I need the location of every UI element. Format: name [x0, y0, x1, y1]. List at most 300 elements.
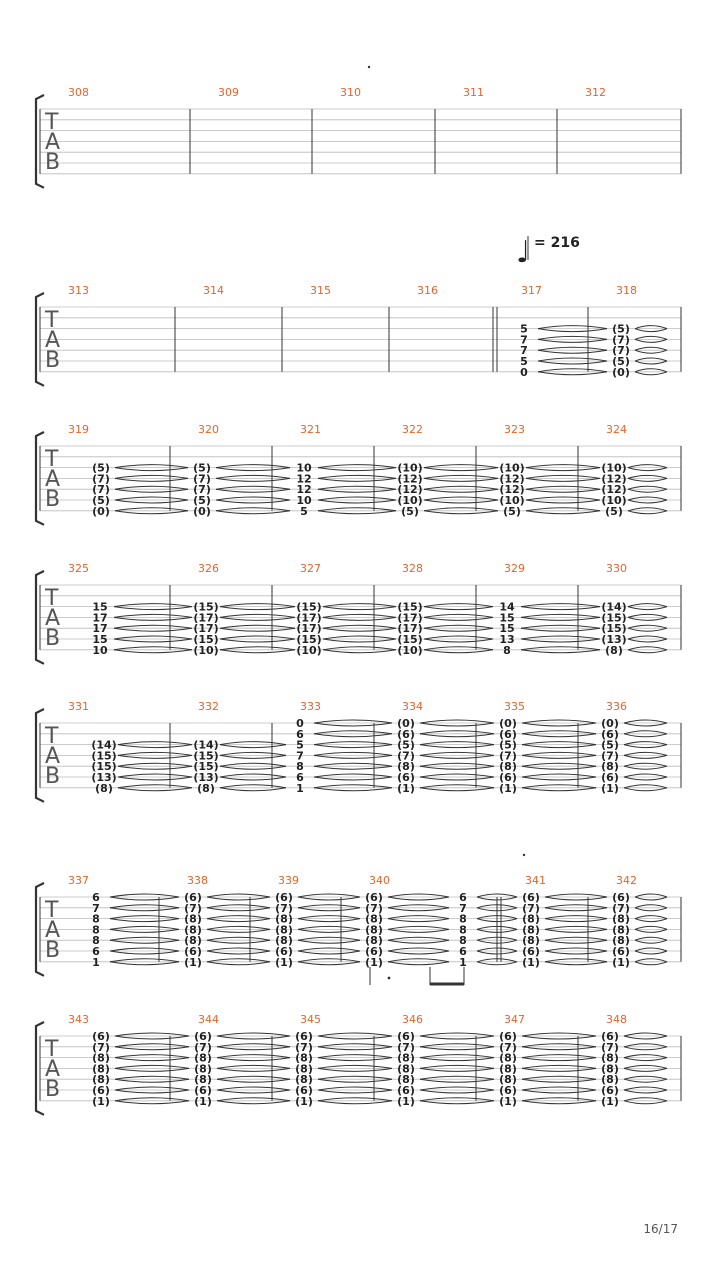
tie-arc — [388, 951, 449, 954]
tie-arc — [420, 720, 494, 723]
fret-number: (8) — [612, 912, 630, 926]
measure-number: 327 — [300, 562, 321, 575]
tie-arc — [318, 500, 396, 503]
tie-arc — [635, 940, 667, 943]
tab-clef-letter: T — [45, 898, 59, 923]
tie-arc — [624, 731, 667, 734]
fret-number: (17) — [397, 622, 423, 636]
tie-arc — [118, 788, 192, 791]
fret-number: (6) — [612, 891, 630, 904]
fret-number: (7) — [601, 749, 619, 763]
tie-arc — [521, 614, 600, 617]
fret-number: (14) — [193, 738, 219, 752]
fret-number: (10) — [499, 461, 525, 475]
tie-arc — [526, 478, 600, 481]
tab-clef-letter: B — [45, 626, 61, 651]
tie-arc — [635, 361, 667, 364]
fret-number: (1) — [92, 1094, 110, 1108]
tie-arc — [635, 905, 667, 908]
tie-arc — [217, 1065, 290, 1068]
fret-number: 14 — [499, 600, 515, 614]
tie-arc — [216, 489, 290, 492]
tie-arc — [624, 763, 667, 766]
tie-arc — [115, 508, 188, 511]
tie-arc — [522, 1076, 596, 1079]
tie-arc — [314, 742, 392, 745]
tie-arc — [207, 962, 270, 965]
fret-number: (8) — [295, 1051, 313, 1065]
tie-arc — [298, 940, 360, 943]
tie-arc — [318, 1065, 392, 1068]
measure-number: 333 — [300, 700, 321, 713]
tie-arc — [424, 465, 498, 468]
tie-arc — [217, 1090, 290, 1093]
tie-arc — [420, 788, 494, 791]
fret-number: (10) — [193, 643, 219, 657]
tie-arc — [420, 774, 494, 777]
tie-arc — [388, 897, 449, 900]
tie-arc — [628, 625, 667, 628]
tie-arc — [522, 1033, 596, 1036]
tie-arc — [207, 908, 270, 911]
fret-number: (7) — [601, 1040, 619, 1054]
tie-arc — [318, 478, 396, 481]
tie-arc — [118, 763, 192, 766]
tie-arc — [624, 720, 667, 723]
fret-number: (7) — [184, 901, 202, 915]
tie-arc — [538, 336, 607, 339]
tie-arc — [628, 508, 667, 511]
tie-arc — [521, 625, 600, 628]
tie-arc — [522, 720, 596, 723]
tab-clef-letter: B — [45, 348, 61, 373]
tie-arc — [635, 948, 667, 951]
tie-arc — [635, 959, 667, 962]
fret-number: (8) — [295, 1073, 313, 1087]
tie-arc — [114, 639, 192, 642]
tie-arc — [314, 774, 392, 777]
tie-arc — [424, 617, 493, 620]
tie-arc — [220, 742, 286, 745]
tie-arc — [318, 1058, 392, 1061]
tie-arc — [298, 948, 360, 951]
tie-arc — [388, 916, 449, 919]
measure-number: 316 — [417, 284, 438, 297]
tie-arc — [624, 1087, 667, 1090]
tie-arc — [522, 1068, 596, 1071]
fret-number: (12) — [397, 483, 423, 497]
fret-number: (0) — [612, 365, 630, 379]
tie-arc — [628, 650, 667, 653]
fret-number: (0) — [397, 717, 415, 730]
fret-number: (12) — [499, 483, 525, 497]
fret-number: (0) — [499, 717, 517, 730]
fret-number: (8) — [92, 1062, 110, 1076]
fret-number: 6 — [92, 891, 100, 904]
fret-number: (0) — [601, 717, 619, 730]
measure-number: 318 — [616, 284, 637, 297]
tie-arc — [521, 628, 600, 631]
measure-number: 331 — [68, 700, 89, 713]
tie-arc — [318, 1087, 392, 1090]
tie-arc — [635, 350, 667, 353]
rhythm-dot — [388, 977, 391, 980]
fret-number: (8) — [397, 1051, 415, 1065]
fret-number: (6) — [194, 1030, 212, 1043]
tie-arc — [628, 614, 667, 617]
fret-number: (7) — [397, 1040, 415, 1054]
tie-arc — [538, 358, 607, 361]
tempo-marking: = 216 — [534, 235, 580, 251]
tie-arc — [110, 926, 179, 929]
fret-number: 15 — [92, 600, 108, 614]
fret-number: (17) — [296, 611, 322, 625]
tie-arc — [114, 650, 192, 653]
fret-number: (8) — [601, 760, 619, 774]
tie-arc — [388, 908, 449, 911]
measure-number: 337 — [68, 874, 89, 887]
tie-arc — [115, 497, 188, 500]
fret-number: 10 — [296, 494, 312, 507]
fret-number: (6) — [601, 771, 619, 784]
tie-arc — [545, 897, 607, 900]
fret-number: (6) — [397, 1084, 415, 1097]
tie-arc — [477, 894, 517, 897]
tie-arc — [298, 929, 360, 932]
fret-number: (13) — [91, 771, 117, 784]
tie-arc — [314, 745, 392, 748]
tie-arc — [318, 1047, 392, 1050]
measure-number: 322 — [402, 423, 423, 436]
fret-number: (1) — [397, 781, 415, 795]
tie-arc — [424, 650, 493, 653]
fret-number: 7 — [520, 344, 528, 358]
tie-arc — [420, 1068, 494, 1071]
fret-number: 6 — [296, 727, 304, 741]
tie-arc — [420, 1076, 494, 1079]
tie-arc — [220, 777, 286, 780]
tie-arc — [628, 478, 667, 481]
tie-arc — [545, 937, 607, 940]
tie-arc — [318, 1076, 392, 1079]
tie-arc — [420, 1090, 494, 1093]
tie-arc — [115, 1076, 189, 1079]
tie-arc — [318, 1036, 392, 1039]
fret-number: (14) — [601, 600, 627, 614]
tie-arc — [424, 647, 493, 650]
tie-arc — [424, 468, 498, 471]
fret-number: (6) — [295, 1030, 313, 1043]
fret-number: (10) — [397, 494, 423, 507]
tie-arc — [545, 919, 607, 922]
tab-clef-letter: B — [45, 150, 61, 175]
tie-arc — [628, 604, 667, 607]
tab-clef-letter: B — [45, 764, 61, 789]
tie-arc — [635, 926, 667, 929]
fret-number: (10) — [601, 494, 627, 507]
tie-arc — [115, 465, 188, 468]
fret-number: (6) — [522, 891, 540, 904]
fret-number: (5) — [397, 738, 415, 752]
tie-arc — [220, 628, 295, 631]
measure-number: 319 — [68, 423, 89, 436]
page-number: 16/17 — [643, 1222, 678, 1236]
fret-number: (6) — [601, 727, 619, 741]
tie-arc — [314, 785, 392, 788]
fret-number: (8) — [522, 912, 540, 926]
tie-arc — [420, 755, 494, 758]
fret-number: (6) — [601, 1084, 619, 1097]
fret-number: (6) — [365, 891, 383, 904]
tie-arc — [318, 465, 396, 468]
tie-arc — [420, 1101, 494, 1104]
tie-arc — [220, 755, 286, 758]
tie-arc — [420, 1044, 494, 1047]
tie-arc — [314, 734, 392, 737]
fret-number: (10) — [601, 461, 627, 475]
measure-number: 338 — [187, 874, 208, 887]
tie-arc — [115, 1055, 189, 1058]
fret-number: (12) — [601, 472, 627, 486]
tie-arc — [545, 905, 607, 908]
tie-arc — [207, 948, 270, 951]
tie-arc — [522, 785, 596, 788]
tie-arc — [115, 1101, 189, 1104]
tie-arc — [216, 475, 290, 478]
fret-number: (5) — [612, 322, 630, 336]
tie-arc — [110, 929, 179, 932]
tie-arc — [220, 650, 295, 653]
fret-number: (7) — [612, 901, 630, 915]
tie-arc — [207, 951, 270, 954]
tie-arc — [545, 926, 607, 929]
measure-number: 326 — [198, 562, 219, 575]
tie-arc — [424, 486, 498, 489]
measure-number: 313 — [68, 284, 89, 297]
staccato-dot — [523, 854, 525, 856]
tie-arc — [114, 647, 192, 650]
fret-number: (8) — [397, 1062, 415, 1076]
tab-clef-letter: A — [45, 328, 61, 353]
tie-arc — [545, 959, 607, 962]
tie-arc — [216, 478, 290, 481]
tie-arc — [114, 617, 192, 620]
fret-number: (8) — [275, 912, 293, 926]
tie-arc — [624, 1090, 667, 1093]
tie-arc — [318, 1033, 392, 1036]
tie-arc — [217, 1098, 290, 1101]
fret-number: (15) — [91, 749, 117, 763]
tie-arc — [624, 1044, 667, 1047]
tie-arc — [420, 1087, 494, 1090]
tie-arc — [522, 723, 596, 726]
fret-number: (8) — [499, 1051, 517, 1065]
tie-arc — [318, 1044, 392, 1047]
fret-number: (8) — [601, 1062, 619, 1076]
fret-number: (10) — [296, 643, 322, 657]
tie-arc — [522, 1098, 596, 1101]
tie-arc — [522, 1079, 596, 1082]
measure-number: 340 — [369, 874, 390, 887]
tie-arc — [624, 777, 667, 780]
tie-arc — [220, 617, 295, 620]
measure-number: 335 — [504, 700, 525, 713]
tie-arc — [110, 908, 179, 911]
tie-arc — [538, 361, 607, 364]
tie-arc — [318, 1068, 392, 1071]
measure-number: 344 — [198, 1013, 219, 1026]
tie-arc — [635, 358, 667, 361]
measure-number: 321 — [300, 423, 321, 436]
tie-arc — [207, 937, 270, 940]
fret-number: (7) — [612, 333, 630, 347]
fret-number: (8) — [397, 1073, 415, 1087]
fret-number: (8) — [612, 934, 630, 948]
fret-number: (1) — [184, 955, 202, 969]
fret-number: (15) — [601, 611, 627, 625]
tie-arc — [118, 745, 192, 748]
fret-number: (5) — [503, 504, 521, 518]
tie-arc — [624, 745, 667, 748]
tie-arc — [217, 1068, 290, 1071]
tie-arc — [526, 465, 600, 468]
tie-arc — [314, 788, 392, 791]
tie-arc — [521, 639, 600, 642]
fret-number: 15 — [499, 611, 515, 625]
tie-arc — [323, 617, 396, 620]
tie-arc — [624, 1033, 667, 1036]
fret-number: (8) — [499, 1073, 517, 1087]
tie-arc — [624, 1047, 667, 1050]
tie-arc — [115, 1044, 189, 1047]
fret-number: (5) — [401, 504, 419, 518]
fret-number: (7) — [194, 1040, 212, 1054]
fret-number: (5) — [193, 461, 211, 475]
tie-arc — [207, 926, 270, 929]
fret-number: (1) — [365, 955, 383, 969]
tie-arc — [420, 1098, 494, 1101]
measure-number: 328 — [402, 562, 423, 575]
fret-number: (5) — [612, 355, 630, 368]
tie-arc — [207, 894, 270, 897]
tie-arc — [635, 336, 667, 339]
tie-arc — [420, 1079, 494, 1082]
tie-arc — [628, 475, 667, 478]
tie-arc — [388, 937, 449, 940]
fret-number: 6 — [459, 891, 467, 904]
fret-number: (5) — [601, 738, 619, 752]
tie-arc — [318, 1090, 392, 1093]
fret-number: (7) — [92, 472, 110, 486]
tie-arc — [298, 959, 360, 962]
fret-number: (12) — [397, 472, 423, 486]
tie-arc — [318, 497, 396, 500]
fret-number: (1) — [499, 781, 517, 795]
tie-arc — [220, 607, 295, 610]
tie-arc — [114, 607, 192, 610]
tie-arc — [388, 905, 449, 908]
tie-arc — [207, 929, 270, 932]
fret-number: (1) — [275, 955, 293, 969]
tie-arc — [628, 489, 667, 492]
tie-arc — [522, 763, 596, 766]
fret-number: (15) — [91, 760, 117, 774]
tie-arc — [114, 636, 192, 639]
fret-number: (6) — [184, 945, 202, 958]
fret-number: (1) — [397, 1094, 415, 1108]
fret-number: (8) — [95, 781, 113, 795]
tie-arc — [635, 894, 667, 897]
tie-arc — [420, 723, 494, 726]
tie-arc — [624, 1055, 667, 1058]
fret-number: (6) — [499, 1030, 517, 1043]
tie-arc — [628, 465, 667, 468]
fret-number: 1 — [296, 781, 304, 795]
tie-arc — [115, 1065, 189, 1068]
fret-number: (6) — [184, 891, 202, 904]
tie-arc — [217, 1058, 290, 1061]
tie-arc — [522, 788, 596, 791]
tie-arc — [424, 497, 498, 500]
tie-arc — [424, 625, 493, 628]
fret-number: 7 — [296, 749, 304, 763]
tie-arc — [314, 763, 392, 766]
tie-arc — [424, 614, 493, 617]
tie-arc — [110, 962, 179, 965]
tie-arc — [114, 614, 192, 617]
fret-number: (6) — [275, 891, 293, 904]
tie-arc — [424, 639, 493, 642]
fret-number: 8 — [459, 912, 467, 926]
tie-arc — [207, 905, 270, 908]
tie-arc — [388, 894, 449, 897]
tie-arc — [628, 636, 667, 639]
fret-number: (15) — [397, 600, 423, 614]
fret-number: (10) — [499, 494, 525, 507]
fret-number: (1) — [522, 955, 540, 969]
tie-arc — [323, 636, 396, 639]
tie-arc — [207, 919, 270, 922]
tie-arc — [526, 468, 600, 471]
tie-arc — [314, 723, 392, 726]
tie-arc — [114, 604, 192, 607]
tie-arc — [624, 755, 667, 758]
tie-arc — [110, 905, 179, 908]
tie-arc — [635, 908, 667, 911]
measure-number: 317 — [521, 284, 542, 297]
fret-number: (17) — [296, 622, 322, 636]
fret-number: (5) — [193, 494, 211, 507]
tie-arc — [115, 468, 188, 471]
tie-arc — [522, 1101, 596, 1104]
tempo-symbol: ♩ — [516, 235, 531, 270]
tie-arc — [314, 766, 392, 769]
fret-number: (8) — [194, 1051, 212, 1065]
tie-arc — [220, 763, 286, 766]
fret-number: (8) — [522, 923, 540, 937]
fret-number: (8) — [184, 923, 202, 937]
fret-number: 5 — [300, 504, 308, 518]
tie-arc — [628, 617, 667, 620]
tie-arc — [388, 926, 449, 929]
fret-number: (7) — [365, 901, 383, 915]
tie-arc — [118, 752, 192, 755]
tie-arc — [628, 468, 667, 471]
tie-arc — [217, 1076, 290, 1079]
tie-arc — [635, 951, 667, 954]
tie-arc — [424, 508, 498, 511]
tie-arc — [522, 777, 596, 780]
